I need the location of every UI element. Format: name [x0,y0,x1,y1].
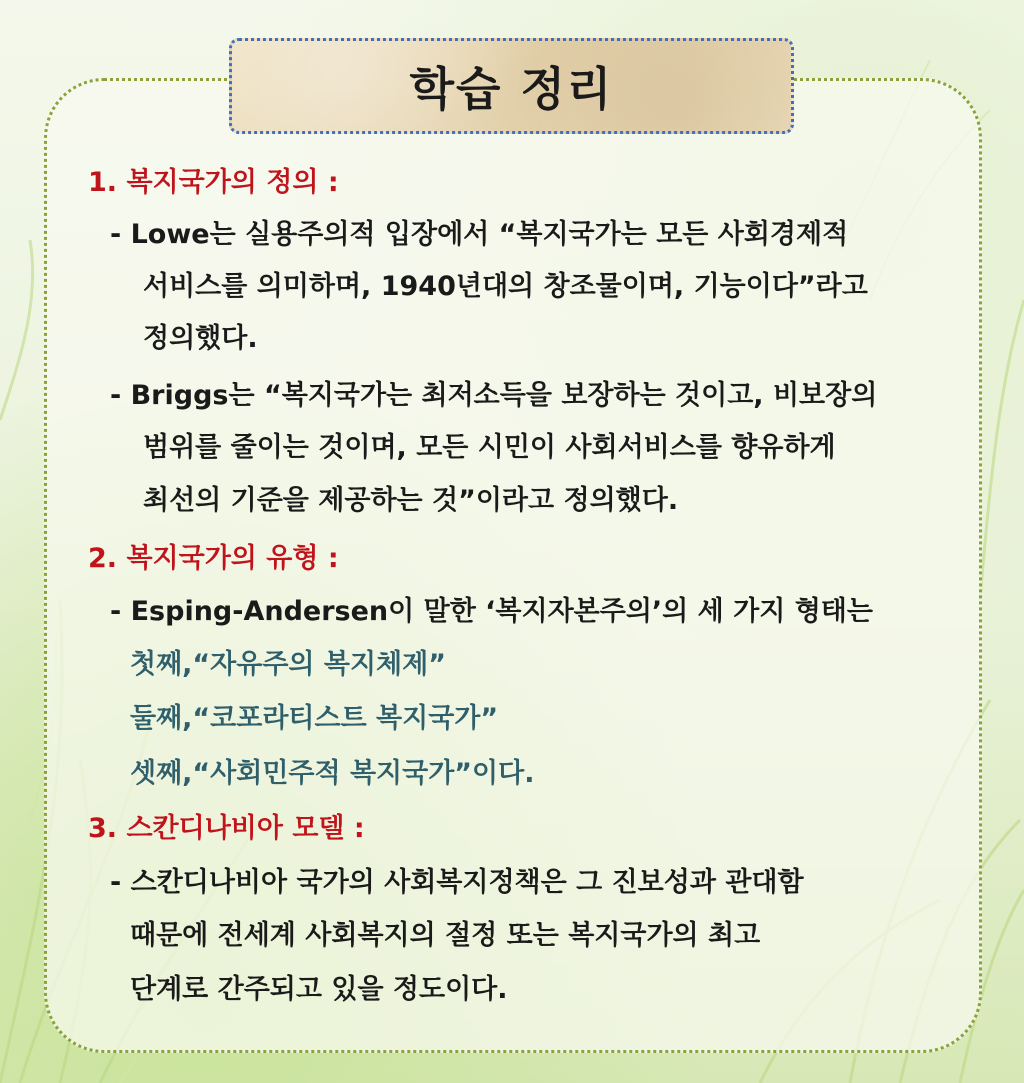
definition-line: 최선의 기준을 제공하는 것”이라고 정의했다. [143,485,679,516]
definition-line: - Lowe는 실용주의적 입장에서 “복지국가는 모든 사회경제적 [110,219,849,250]
types-line: - Esping-Andersen이 말한 ‘복지자본주의’의 세 가지 형태는 [110,596,873,627]
scandinavian-line: 단계로 간주되고 있을 정도이다. [130,974,508,1005]
scandinavian-line: 때문에 전세계 사회복지의 절정 또는 복지국가의 최고 [130,920,761,951]
definition-line: 정의했다. [143,323,258,354]
types-line-third: 셋째,“사회민주적 복지국가”이다. [130,758,535,789]
scandinavian-line: - 스칸디나비아 국가의 사회복지정책은 그 진보성과 관대함 [110,867,804,898]
page-title: 학습 정리 [409,62,614,116]
section-heading-types: 2. 복지국가의 유형 : [88,543,339,574]
section-heading-definition: 1. 복지국가의 정의 : [88,167,339,198]
title-banner [229,38,794,134]
types-line-second: 둘째,“코포라티스트 복지국가” [130,703,499,734]
definition-line: 서비스를 의미하며, 1940년대의 창조물이며, 기능이다”라고 [143,271,868,302]
types-line-first: 첫째,“자유주의 복지체제” [130,649,446,680]
definition-line: - Briggs는 “복지국가는 최저소득을 보장하는 것이고, 비보장의 [110,380,878,411]
section-heading-scandinavian: 3. 스칸디나비아 모델 : [88,813,365,844]
definition-line: 범위를 줄이는 것이며, 모든 시민이 사회서비스를 향유하게 [143,432,836,463]
